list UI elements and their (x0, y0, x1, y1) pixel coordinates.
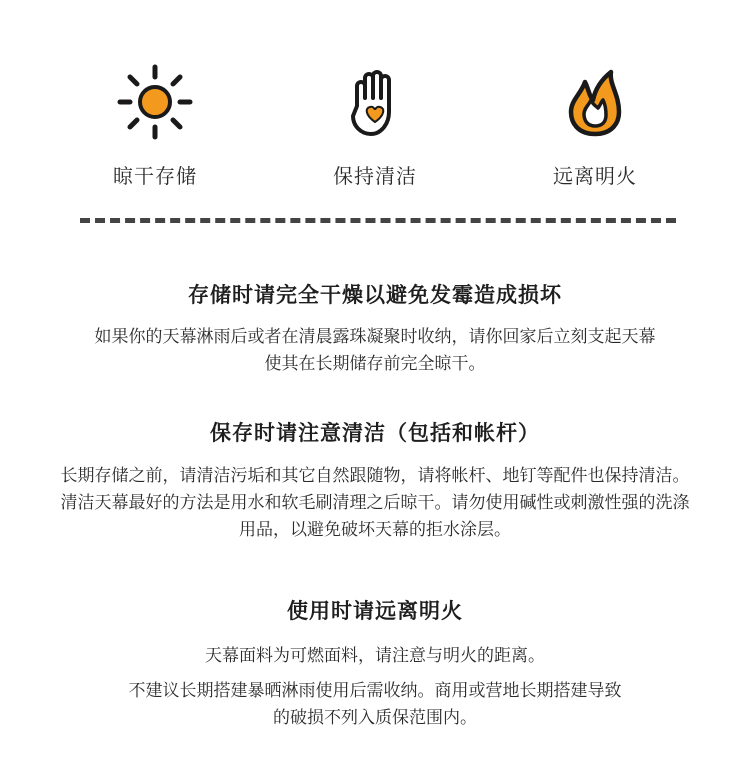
section-fire-line2: 不建议长期搭建暴晒淋雨使用后需收纳。商用或营地长期搭建导致 (128, 681, 622, 701)
section-storage-line2: 使其在长期储存前完全晾干。 (264, 354, 486, 374)
icon-item-dry (95, 62, 215, 189)
section-clean (0, 417, 750, 544)
section-storage (0, 279, 750, 378)
section-fire-line3: 的破损不列入质保范围内。 (273, 708, 477, 728)
icon-item-fire (535, 62, 655, 189)
hand-heart-icon (335, 62, 415, 142)
sun-icon (115, 62, 195, 142)
section-fire-line1: 天幕面料为可燃面料，请注意与明火的距离。 (205, 646, 545, 666)
section-storage-line1: 如果你的天幕淋雨后或者在清晨露珠凝聚时收纳，请你回家后立刻支起天幕 (94, 327, 656, 347)
dashed-divider (80, 218, 676, 223)
icon-item-clean (315, 62, 435, 189)
icon-label-dry: 晾干存储 (113, 164, 197, 188)
care-icons-row (0, 62, 750, 189)
section-storage-title: 存储时请完全干燥以避免发霉造成损坏 (188, 283, 562, 307)
section-fire (0, 595, 750, 732)
section-clean-title: 保存时请注意清洁（包括和帐杆） (210, 421, 540, 445)
section-clean-body: 长期存储之前，请清洁污垢和其它自然跟随物，请将帐杆、地钉等配件也保持清洁。清洁天幕最好的方法是用水和软毛刷清理之后晾干。请勿使用碱性或刺激性强的洗涤用品，以避免破坏天幕的拒水涂层。 (60, 466, 690, 540)
flame-icon (555, 62, 635, 142)
icon-label-clean: 保持清洁 (333, 164, 417, 188)
icon-label-fire: 远离明火 (553, 164, 637, 188)
section-fire-title: 使用时请远离明火 (287, 599, 463, 623)
